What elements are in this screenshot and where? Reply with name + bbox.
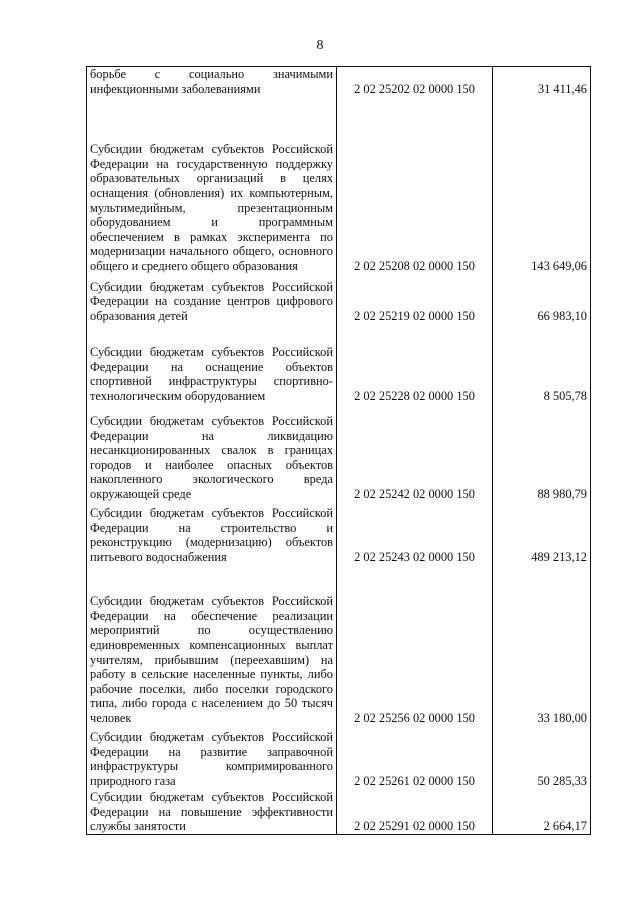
table-row <box>87 502 591 565</box>
row-code: 2 02 25202 02 0000 150 <box>337 67 493 97</box>
table-row <box>87 726 591 789</box>
row-name: Субсидии бюджетам субъектов Российской Федерации на государственную поддержку образовательных организаций в целях оснащения (обновления) их компьютерным, мультимедийным, презентационным оборудованием и программным обеспечением в рамках эксперимента по модернизации начального общего, основного общего и среднего общего образования <box>87 97 337 274</box>
table-row <box>87 789 591 835</box>
row-amount: 31 411,46 <box>493 67 591 97</box>
row-amount: 88 980,79 <box>493 404 591 502</box>
row-name: Субсидии бюджетам субъектов Российской Федерации на развитие заправочной инфраструктуры компримированного природного газа <box>87 726 337 789</box>
row-amount: 33 180,00 <box>493 565 591 726</box>
row-name: борьбе с социально значимыми инфекционными заболеваниями <box>87 67 337 97</box>
row-code: 2 02 25208 02 0000 150 <box>337 97 493 274</box>
table-row <box>87 67 591 97</box>
row-amount: 143 649,06 <box>493 97 591 274</box>
page-number: 8 <box>316 38 324 53</box>
row-name: Субсидии бюджетам субъектов Российской Федерации на ликвидацию несанкционированных свалок в границах городов и наиболее опасных объектов накопленного экологического вреда окружающей среде <box>87 404 337 502</box>
row-amount: 50 285,33 <box>493 726 591 789</box>
table-row <box>87 324 591 404</box>
row-code: 2 02 25261 02 0000 150 <box>337 726 493 789</box>
row-name: Субсидии бюджетам субъектов Российской Федерации на создание центров цифрового образования детей <box>87 274 337 324</box>
row-code: 2 02 25243 02 0000 150 <box>337 502 493 565</box>
row-name: Субсидии бюджетам субъектов Российской Федерации на строительство и реконструкцию (модернизацию) объектов питьевого водоснабжения <box>87 502 337 565</box>
row-code: 2 02 25242 02 0000 150 <box>337 404 493 502</box>
row-name: Субсидии бюджетам субъектов Российской Федерации на оснащение объектов спортивной инфраструктуры спортивно-технологическим оборудованием <box>87 324 337 404</box>
row-name: Субсидии бюджетам субъектов Российской Федерации на повышение эффективности службы занятости <box>87 789 337 835</box>
row-amount: 66 983,10 <box>493 274 591 324</box>
row-code: 2 02 25219 02 0000 150 <box>337 274 493 324</box>
row-amount: 8 505,78 <box>493 324 591 404</box>
budget-revenue-table <box>86 66 591 835</box>
table-row <box>87 565 591 726</box>
table-row <box>87 97 591 274</box>
table-row <box>87 274 591 324</box>
row-name: Субсидии бюджетам субъектов Российской Федерации на обеспечение реализации мероприятий по осуществлению единовременных компенсационных выплат учителям, прибывшим (переехавшим) на работу в сельские населенные пункты, либо рабочие поселки, либо поселки городского типа, либо города с населением до 50 тысяч человек <box>87 565 337 726</box>
row-code: 2 02 25228 02 0000 150 <box>337 324 493 404</box>
row-code: 2 02 25256 02 0000 150 <box>337 565 493 726</box>
row-amount: 2 664,17 <box>493 789 591 835</box>
table-row <box>87 404 591 502</box>
row-amount: 489 213,12 <box>493 502 591 565</box>
row-code: 2 02 25291 02 0000 150 <box>337 789 493 835</box>
